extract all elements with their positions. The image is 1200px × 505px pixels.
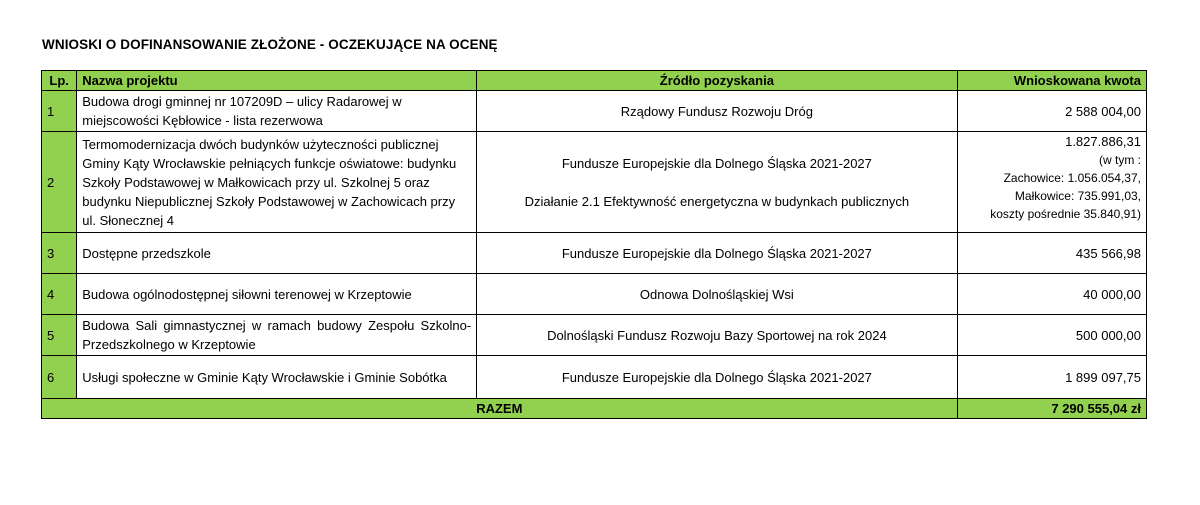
requested-amount: 435 566,98 <box>957 233 1146 274</box>
requested-amount <box>957 132 1146 233</box>
row-number: 2 <box>42 132 77 233</box>
requested-amount: 1 899 097,75 <box>957 356 1146 399</box>
requested-amount: 500 000,00 <box>957 315 1146 356</box>
funding-source: Odnowa Dolnośląskiej Wsi <box>477 274 957 315</box>
funding-source: Rządowy Fundusz Rozwoju Dróg <box>477 91 957 132</box>
header-requested-amount: Wnioskowana kwota <box>957 71 1146 91</box>
project-name: Usługi społeczne w Gminie Kąty Wrocławskie i Gminie Sobótka <box>77 356 477 399</box>
applications-table <box>41 70 1147 419</box>
total-label: RAZEM <box>42 399 958 419</box>
amount-value: 1.827.886,31 <box>1065 134 1141 149</box>
row-number: 6 <box>42 356 77 399</box>
header-funding-source: Źródło pozyskania <box>477 71 957 91</box>
project-name: Budowa ogólnodostępnej siłowni terenowej w Krzeptowie <box>77 274 477 315</box>
row-number: 1 <box>42 91 77 132</box>
row-number: 3 <box>42 233 77 274</box>
table-row <box>42 233 1147 274</box>
funding-source: Fundusze Europejskie dla Dolnego Śląska 2021-2027 <box>477 233 957 274</box>
table-row <box>42 315 1147 356</box>
funding-source-program: Fundusze Europejskie dla Dolnego Śląska 2021-2027 <box>561 155 872 171</box>
table-row <box>42 91 1147 132</box>
total-row <box>42 399 1147 419</box>
amount-note: koszty pośrednie 35.840,91) <box>990 207 1141 221</box>
header-project-name: Nazwa projektu <box>77 71 477 91</box>
project-name: Budowa Sali gimnastycznej w ramach budowy Zespołu Szkolno- Przedszkolnego w Krzeptowie <box>77 315 477 356</box>
requested-amount: 40 000,00 <box>957 274 1146 315</box>
funding-source <box>477 132 957 233</box>
row-number: 5 <box>42 315 77 356</box>
funding-source: Dolnośląski Fundusz Rozwoju Bazy Sportowej na rok 2024 <box>477 315 957 356</box>
funding-source: Fundusze Europejskie dla Dolnego Śląska 2021-2027 <box>477 356 957 399</box>
table-row <box>42 274 1147 315</box>
project-name: Termomodernizacja dwóch budynków użyteczności publicznej Gminy Kąty Wrocławskie pełniących funkcje oświatowe: budynku Szkoły Podstawowej w Małkowicach przy ul. Szkolnej 5 oraz budynku Niepublicznej Szkoły Podstawowej w Zachowicach przy ul. Słonecznej 4 <box>77 132 477 233</box>
requested-amount: 2 588 004,00 <box>957 91 1146 132</box>
row-number: 4 <box>42 274 77 315</box>
header-lp: Lp. <box>42 71 77 91</box>
amount-note: (w tym : <box>1099 153 1141 167</box>
table-row <box>42 356 1147 399</box>
funding-source-measure: Działanie 2.1 Efektywność energetyczna w budynkach publicznych <box>524 193 910 209</box>
document-title: WNIOSKI O DOFINANSOWANIE ZŁOŻONE - OCZEKUJĄCE NA OCENĘ <box>42 37 498 52</box>
project-name: Budowa drogi gminnej nr 107209D – ulicy Radarowej w miejscowości Kębłowice - lista rezerwowa <box>77 91 477 132</box>
total-value: 7 290 555,04 zł <box>957 399 1146 419</box>
amount-note: Małkowice: 735.991,03, <box>1014 189 1141 203</box>
project-name: Dostępne przedszkole <box>77 233 477 274</box>
table-row <box>42 132 1147 233</box>
amount-note: Zachowice: 1.056.054,37, <box>1003 171 1141 185</box>
table-header-row <box>42 71 1147 91</box>
